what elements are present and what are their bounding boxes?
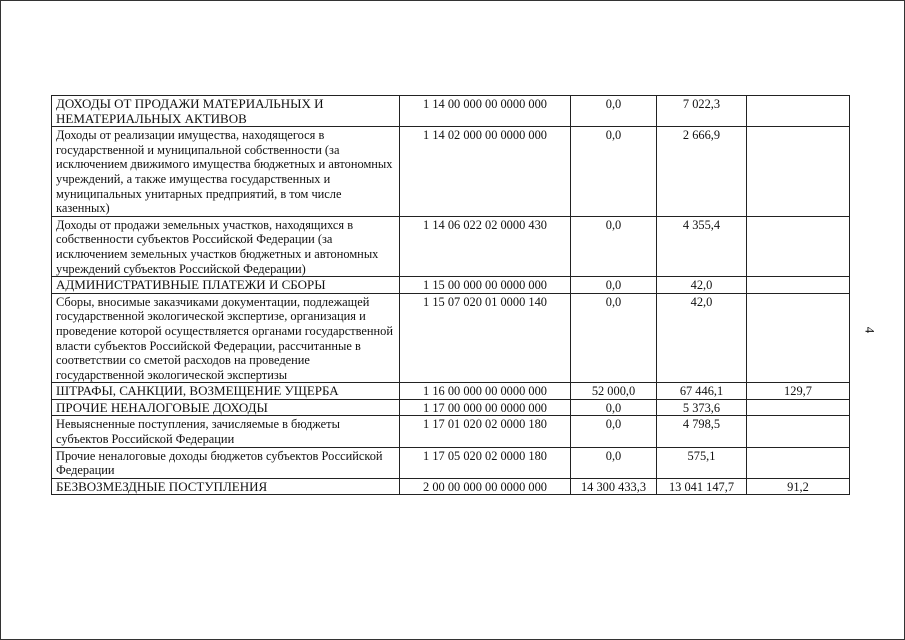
row-name: Доходы от продажи земельных участков, находящихся в собственности субъектов Российской Федерации (за исключением земельных участков бюджетных и автономных учреждений субъектов Российской Федерации): [52, 216, 400, 276]
row-name: Прочие неналоговые доходы бюджетов субъектов Российской Федерации: [52, 447, 400, 478]
row-plan: 0,0: [571, 96, 657, 127]
row-name: АДМИНИСТРАТИВНЫЕ ПЛАТЕЖИ И СБОРЫ: [52, 277, 400, 294]
row-actual: 575,1: [657, 447, 747, 478]
table-row: [52, 447, 850, 478]
row-code: 1 17 05 020 02 0000 180: [400, 447, 571, 478]
row-actual: 7 022,3: [657, 96, 747, 127]
table-row: [52, 216, 850, 276]
row-actual: 67 446,1: [657, 383, 747, 400]
row-actual: 4 355,4: [657, 216, 747, 276]
row-percent: [747, 293, 850, 383]
row-percent: 129,7: [747, 383, 850, 400]
row-code: 1 15 07 020 01 0000 140: [400, 293, 571, 383]
row-code: 1 14 02 000 00 0000 000: [400, 127, 571, 217]
table-row: [52, 399, 850, 416]
row-actual: 4 798,5: [657, 416, 747, 447]
revenue-table: [51, 95, 850, 495]
row-plan: 0,0: [571, 216, 657, 276]
row-percent: [747, 277, 850, 294]
row-plan: 14 300 433,3: [571, 478, 657, 495]
row-percent: 91,2: [747, 478, 850, 495]
page-number: 4: [862, 326, 878, 334]
table-row: [52, 416, 850, 447]
row-plan: 0,0: [571, 416, 657, 447]
row-code: 1 17 00 000 00 0000 000: [400, 399, 571, 416]
row-percent: [747, 216, 850, 276]
row-code: 1 14 06 022 02 0000 430: [400, 216, 571, 276]
table-row: [52, 96, 850, 127]
row-plan: 0,0: [571, 293, 657, 383]
row-code: 1 16 00 000 00 0000 000: [400, 383, 571, 400]
row-name: ПРОЧИЕ НЕНАЛОГОВЫЕ ДОХОДЫ: [52, 399, 400, 416]
row-percent: [747, 416, 850, 447]
row-name: БЕЗВОЗМЕЗДНЫЕ ПОСТУПЛЕНИЯ: [52, 478, 400, 495]
row-actual: 42,0: [657, 293, 747, 383]
row-code: 1 17 01 020 02 0000 180: [400, 416, 571, 447]
table-row: [52, 127, 850, 217]
row-percent: [747, 96, 850, 127]
row-code: 2 00 00 000 00 0000 000: [400, 478, 571, 495]
row-code: 1 15 00 000 00 0000 000: [400, 277, 571, 294]
row-actual: 5 373,6: [657, 399, 747, 416]
table-row: [52, 293, 850, 383]
row-percent: [747, 127, 850, 217]
row-actual: 42,0: [657, 277, 747, 294]
row-name: ШТРАФЫ, САНКЦИИ, ВОЗМЕЩЕНИЕ УЩЕРБА: [52, 383, 400, 400]
row-actual: 2 666,9: [657, 127, 747, 217]
row-percent: [747, 447, 850, 478]
row-actual: 13 041 147,7: [657, 478, 747, 495]
row-name: ДОХОДЫ ОТ ПРОДАЖИ МАТЕРИАЛЬНЫХ И НЕМАТЕРИАЛЬНЫХ АКТИВОВ: [52, 96, 400, 127]
row-plan: 0,0: [571, 127, 657, 217]
row-percent: [747, 399, 850, 416]
row-name: Невыясненные поступления, зачисляемые в бюджеты субъектов Российской Федерации: [52, 416, 400, 447]
row-code: 1 14 00 000 00 0000 000: [400, 96, 571, 127]
row-name: Доходы от реализации имущества, находящегося в государственной и муниципальной собственности (за исключением движимого имущества бюджетных и автономных учреждений, а также имущества государственных и муниципальных унитарных предприятий, в том числе казенных): [52, 127, 400, 217]
table-row: [52, 383, 850, 400]
row-plan: 0,0: [571, 447, 657, 478]
table-row: [52, 478, 850, 495]
row-name: Сборы, вносимые заказчиками документации, подлежащей государственной экологической экспертизе, организация и проведение которой осуществляется органами государственной власти субъектов Российской Федерации, рассчитанные в соответствии со сметой расходов на проведение государственной экологической экспертизы: [52, 293, 400, 383]
row-plan: 0,0: [571, 399, 657, 416]
row-plan: 0,0: [571, 277, 657, 294]
row-plan: 52 000,0: [571, 383, 657, 400]
table-row: [52, 277, 850, 294]
